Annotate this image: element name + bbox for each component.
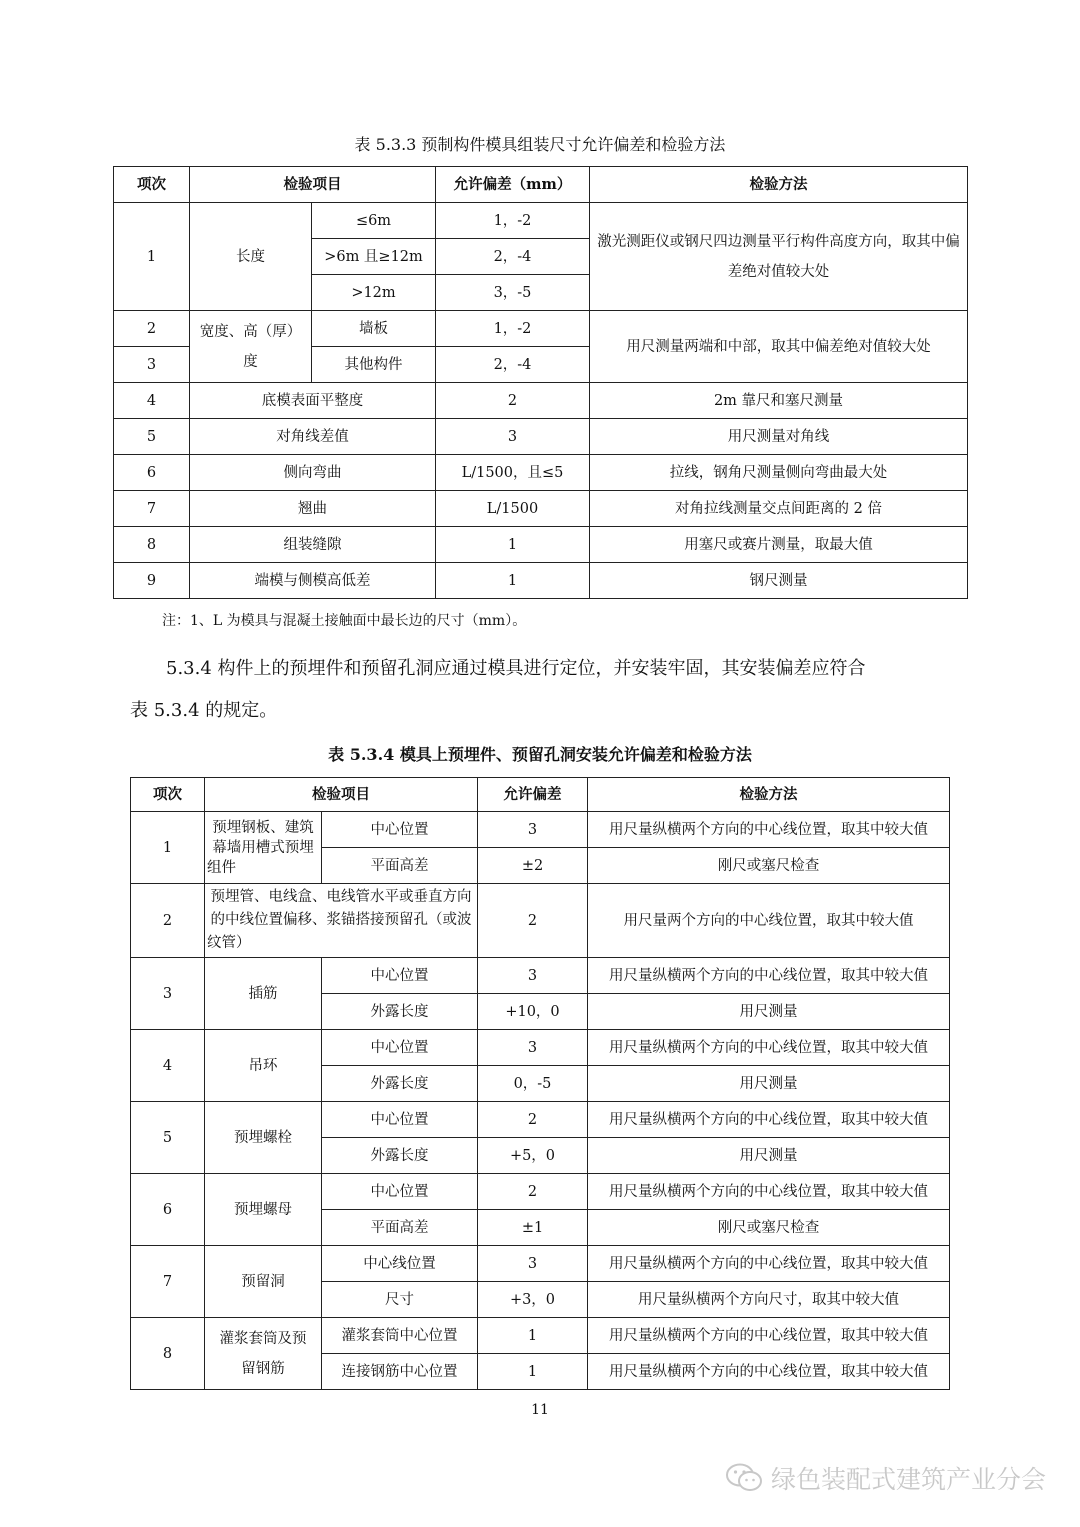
header-tolerance: 允许偏差（mm）	[436, 167, 590, 203]
cell-sub: 外露长度	[322, 994, 478, 1030]
cell-item: 插筋	[205, 958, 322, 1030]
cell-method: 用尺测量	[588, 994, 950, 1030]
cell-method: 2m 靠尺和塞尺测量	[590, 383, 968, 419]
cell-tolerance: 0，-5	[478, 1066, 588, 1102]
cell-item: 预埋管、电线盒、电线管水平或垂直方向的中线位置偏移、浆锚搭接预留孔（或波纹管）	[205, 884, 478, 958]
cell-tolerance: 3	[478, 958, 588, 994]
table-5-3-3-caption: 表 5.3.3 预制构件模具组装尺寸允许偏差和检验方法	[354, 135, 726, 154]
cell-item: 组装缝隙	[190, 527, 436, 563]
cell-tolerance: 3	[478, 1030, 588, 1066]
table-row	[114, 563, 968, 599]
table-5-3-4-caption: 表 5.3.4 模具上预埋件、预留孔洞安装允许偏差和检验方法	[328, 745, 752, 764]
cell-sub: 中心线位置	[322, 1246, 478, 1282]
table-header-row	[131, 778, 950, 812]
header-no: 项次	[131, 778, 205, 812]
cell-no: 4	[131, 1030, 205, 1102]
cell-sub: 中心位置	[322, 958, 478, 994]
cell-tolerance: +10，0	[478, 994, 588, 1030]
cell-sub: 中心位置	[322, 1102, 478, 1138]
table-row	[131, 1102, 950, 1138]
clause-text-1: 5.3.4 构件上的预埋件和预留孔洞应通过模具进行定位，并安装牢固，其安装偏差应符合	[166, 658, 866, 679]
cell-no: 5	[114, 419, 190, 455]
cell-tolerance: 2，-4	[436, 239, 590, 275]
cell-tolerance: +5，0	[478, 1138, 588, 1174]
cell-tolerance: 1	[436, 563, 590, 599]
table-row	[131, 1030, 950, 1066]
cell-sub: 连接钢筋中心位置	[322, 1354, 478, 1390]
cell-tolerance: L/1500，且≤5	[436, 455, 590, 491]
cell-tolerance: 3	[478, 812, 588, 848]
cell-sub: 墙板	[312, 311, 436, 347]
cell-item: 底模表面平整度	[190, 383, 436, 419]
cell-tolerance: 3	[478, 1246, 588, 1282]
cell-method: 刚尺或塞尺检查	[588, 1210, 950, 1246]
table-row	[131, 958, 950, 994]
cell-sub: >6m 且≥12m	[312, 239, 436, 275]
cell-method: 拉线，钢角尺测量侧向弯曲最大处	[590, 455, 968, 491]
cell-item: 预埋钢板、建筑幕墙用槽式预埋组件	[205, 812, 322, 884]
header-no: 项次	[114, 167, 190, 203]
cell-tolerance: +3，0	[478, 1282, 588, 1318]
table-row	[131, 1174, 950, 1210]
table-row	[114, 311, 968, 347]
cell-no: 2	[131, 884, 205, 958]
cell-no: 3	[114, 347, 190, 383]
cell-no: 1	[114, 203, 190, 311]
cell-tolerance: 1，-2	[436, 311, 590, 347]
cell-item: 灌浆套筒及预留钢筋	[205, 1318, 322, 1390]
cell-sub: 尺寸	[322, 1282, 478, 1318]
cell-method: 用塞尺或赛片测量，取最大值	[590, 527, 968, 563]
header-method: 检验方法	[590, 167, 968, 203]
cell-method: 用尺测量	[588, 1066, 950, 1102]
cell-no: 4	[114, 383, 190, 419]
cell-method: 用尺量纵横两个方向的中心线位置，取其中较大值	[588, 1246, 950, 1282]
cell-method: 用尺测量对角线	[590, 419, 968, 455]
cell-sub: 平面高差	[322, 848, 478, 884]
cell-sub: >12m	[312, 275, 436, 311]
clause-text-2: 表 5.3.4 的规定。	[130, 700, 278, 721]
cell-sub: 中心位置	[322, 1174, 478, 1210]
cell-sub: 灌浆套筒中心位置	[322, 1318, 478, 1354]
cell-method: 用尺测量两端和中部，取其中偏差绝对值较大处	[590, 311, 968, 383]
cell-tolerance: 2	[478, 1102, 588, 1138]
cell-method: 对角拉线测量交点间距离的 2 倍	[590, 491, 968, 527]
cell-method: 用尺量纵横两个方向尺寸，取其中较大值	[588, 1282, 950, 1318]
cell-method: 用尺量纵横两个方向的中心线位置，取其中较大值	[588, 958, 950, 994]
cell-method: 用尺量两个方向的中心线位置，取其中较大值	[588, 884, 950, 958]
cell-tolerance: 3，-5	[436, 275, 590, 311]
cell-tolerance: L/1500	[436, 491, 590, 527]
cell-no: 2	[114, 311, 190, 347]
table-row	[114, 491, 968, 527]
cell-method: 激光测距仪或钢尺四边测量平行构件高度方向，取其中偏差绝对值较大处	[590, 203, 968, 311]
cell-no: 8	[114, 527, 190, 563]
cell-tolerance: 2，-4	[436, 347, 590, 383]
cell-item: 端模与侧模高低差	[190, 563, 436, 599]
cell-tolerance: ±2	[478, 848, 588, 884]
cell-method: 用尺量纵横两个方向的中心线位置，取其中较大值	[588, 1102, 950, 1138]
cell-item: 侧向弯曲	[190, 455, 436, 491]
cell-no: 6	[131, 1174, 205, 1246]
cell-sub: 其他构件	[312, 347, 436, 383]
header-method: 检验方法	[588, 778, 950, 812]
cell-tolerance: ±1	[478, 1210, 588, 1246]
header-item: 检验项目	[205, 778, 478, 812]
header-item: 检验项目	[190, 167, 436, 203]
cell-item: 对角线差值	[190, 419, 436, 455]
page-number: 11	[531, 1402, 549, 1418]
cell-method: 刚尺或塞尺检查	[588, 848, 950, 884]
cell-sub: 外露长度	[322, 1066, 478, 1102]
cell-tolerance: 2	[478, 884, 588, 958]
cell-no: 5	[131, 1102, 205, 1174]
cell-no: 3	[131, 958, 205, 1030]
table-5-3-4	[130, 777, 950, 1390]
cell-item: 翘曲	[190, 491, 436, 527]
table-row	[114, 383, 968, 419]
cell-method: 用尺量纵横两个方向的中心线位置，取其中较大值	[588, 1354, 950, 1390]
cell-tolerance: 1	[436, 527, 590, 563]
cell-item: 宽度、高（厚）度	[190, 311, 312, 383]
cell-item: 预埋螺母	[205, 1174, 322, 1246]
table-row	[114, 203, 968, 239]
cell-tolerance: 3	[436, 419, 590, 455]
cell-tolerance: 1	[478, 1318, 588, 1354]
cell-method: 用尺量纵横两个方向的中心线位置，取其中较大值	[588, 1030, 950, 1066]
cell-sub: ≤6m	[312, 203, 436, 239]
cell-no: 7	[131, 1246, 205, 1318]
cell-sub: 中心位置	[322, 1030, 478, 1066]
cell-no: 7	[114, 491, 190, 527]
cell-method: 用尺量纵横两个方向的中心线位置，取其中较大值	[588, 1318, 950, 1354]
table-row	[114, 527, 968, 563]
clause-5-3-4	[130, 648, 952, 732]
cell-sub: 平面高差	[322, 1210, 478, 1246]
cell-no: 6	[114, 455, 190, 491]
header-tolerance: 允许偏差	[478, 778, 588, 812]
table-row	[131, 812, 950, 848]
table-row	[114, 419, 968, 455]
cell-item: 预留洞	[205, 1246, 322, 1318]
cell-sub: 外露长度	[322, 1138, 478, 1174]
table-row	[131, 884, 950, 958]
cell-method: 用尺量纵横两个方向的中心线位置，取其中较大值	[588, 812, 950, 848]
cell-tolerance: 2	[478, 1174, 588, 1210]
table-row	[114, 455, 968, 491]
cell-method: 用尺测量	[588, 1138, 950, 1174]
watermark-text: 绿色装配式建筑产业分会	[770, 1465, 1046, 1494]
table-5-3-3	[113, 166, 968, 599]
clause-line-1	[130, 648, 952, 690]
cell-no: 9	[114, 563, 190, 599]
cell-tolerance: 2	[436, 383, 590, 419]
watermark	[725, 1460, 1046, 1496]
cell-item: 预埋螺栓	[205, 1102, 322, 1174]
cell-item: 吊环	[205, 1030, 322, 1102]
cell-item: 长度	[190, 203, 312, 311]
cell-no: 1	[131, 812, 205, 884]
cell-tolerance: 1	[478, 1354, 588, 1390]
table-row	[131, 1318, 950, 1354]
cell-tolerance: 1，-2	[436, 203, 590, 239]
cell-method: 钢尺测量	[590, 563, 968, 599]
cell-no: 8	[131, 1318, 205, 1390]
table-row	[131, 1246, 950, 1282]
cell-method: 用尺量纵横两个方向的中心线位置，取其中较大值	[588, 1174, 950, 1210]
table-header-row	[114, 167, 968, 203]
wechat-icon	[725, 1462, 763, 1494]
table-note: 注：1、L 为模具与混凝土接触面中最长边的尺寸（mm）。	[162, 613, 527, 629]
cell-sub: 中心位置	[322, 812, 478, 848]
